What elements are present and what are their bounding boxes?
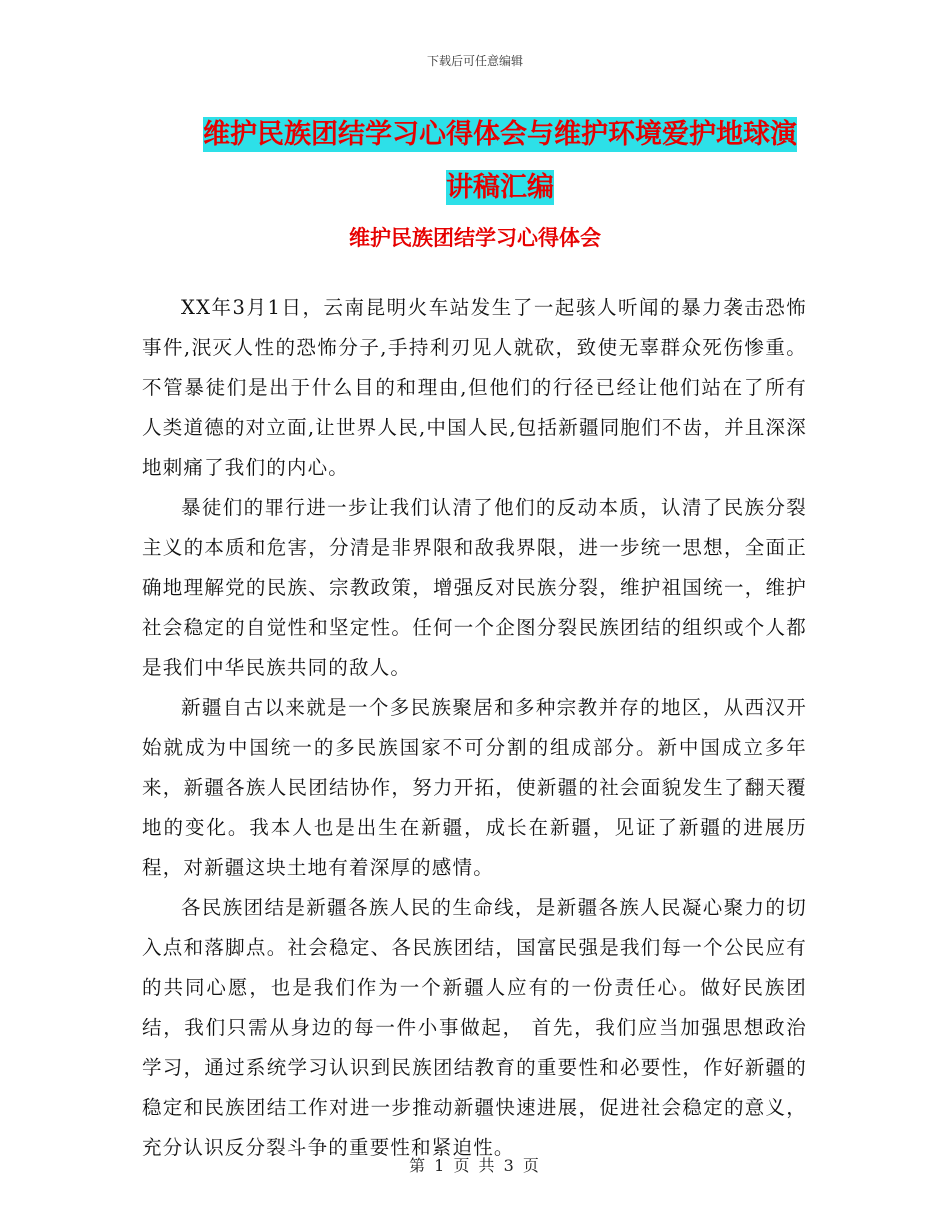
header-note: 下载后可任意编辑 [426,54,523,68]
page-number: 第 1 页 共 3 页 [409,1156,541,1175]
document-body [142,288,807,1168]
paragraph: 新疆自古以来就是一个多民族聚居和多种宗教并存的地区，从西汉开始就成为中国统一的多民族国家不可分割的组成部分。新中国成立多年来，新疆各族人民团结协作，努力开拓，使新疆的社会面貌发生了翻天覆地的变化。我本人也是出生在新疆，成长在新疆，见证了新疆的进展历程，对新疆这块土地有着深厚的感情。 [142,696,807,879]
document-title-text: 维护民族团结学习心得体会与维护环境爱护地球演讲稿汇编 [203,119,797,203]
paragraph: 暴徒们的罪行进一步让我们认清了他们的反动本质，认清了民族分裂主义的本质和危害，分清是非界限和敌我界限，进一步统一思想，全面正确地理解党的民族、宗教政策，增强反对民族分裂，维护祖国统一，维护社会稳定的自觉性和坚定性。任何一个企图分裂民族团结的组织或个人都是我们中华民族共同的敌人。 [142,496,807,679]
paragraph: 各民族团结是新疆各族人民的生命线，是新疆各族人民凝心聚力的切入点和落脚点。社会稳定、各民族团结，国富民强是我们每一个公民应有的共同心愿，也是我们作为一个新疆人应有的一份责任心。做好民族团结，我们只需从身边的每一件小事做起， 首先，我们应当加强思想政治学习，通过系统学习认识到民族团结教育的重要性和必要性，作好新疆的稳定和民族团结工作对进一步推动新疆快速进展，促进社会稳定的意义，充分认识反分裂斗争的重要性和紧迫性。 [142,896,807,1159]
section-title: 维护民族团结学习心得体会 [349,226,601,250]
paragraph: XX年3月1日，云南昆明火车站发生了一起骇人听闻的暴力袭击恐怖事件,泯灭人性的恐怖分子,手持利刃见人就砍，致使无辜群众死伤惨重。不管暴徒们是出于什么目的和理由,但他们的行径已经让他们站在了所有人类道德的对立面,让世界人民,中国人民,包括新疆同胞们不齿，并且深深地刺痛了我们的内心。 [142,296,807,479]
document-title [190,108,810,214]
